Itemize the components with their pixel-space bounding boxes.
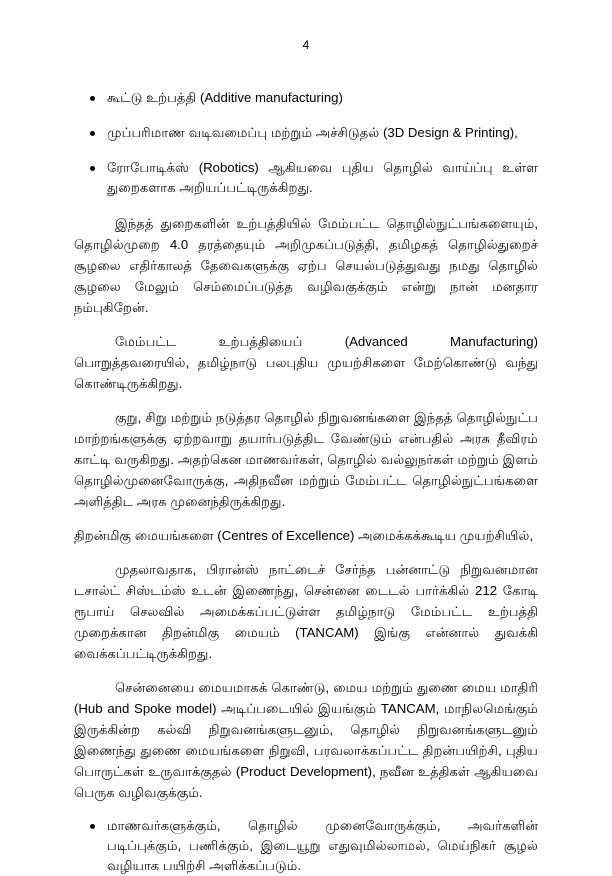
paragraph: திறன்மிகு மையங்களை (Centres of Excellence) அமைக்கக்கூடிய முயற்சியில், bbox=[74, 528, 534, 543]
bullet-icon bbox=[90, 131, 95, 136]
bullet-text: கூட்டு உற்பத்தி (Additive manufacturing) bbox=[107, 90, 343, 105]
bullet-text: மாணவர்களுக்கும், தொழில் முனைவோருக்கும், அவர்களின் படிப்புக்கும், பணிக்கும், இடையூறு எதுவுமில்லாமல், மெய்நிகர் சூழல் வழியாக பயிற்சி அளிக்கப்படும். bbox=[107, 818, 538, 873]
page-number: 4 bbox=[302, 38, 310, 52]
bullet-text: ரோபோடிக்ஸ் (Robotics) ஆகியவை புதிய தொழில் வாய்ப்பு உள்ள துறைகளாக அறியப்பட்டிருக்கிறது. bbox=[107, 160, 538, 195]
bullet-item bbox=[74, 88, 538, 108]
bullet-icon bbox=[90, 824, 95, 829]
bullet-text: முப்பரிமாண வடிவமைப்பு மற்றும் அச்சிடுதல் (3D Design & Printing), bbox=[107, 125, 518, 140]
bullet-item bbox=[74, 158, 538, 198]
document-body bbox=[74, 88, 538, 876]
paragraph: மேம்பட்ட உற்பத்தியைப் (Advanced Manufacturing) பொறுத்தவரையில், தமிழ்நாடு பலபுதிய முயற்சிகளை மேற்கொண்டு வந்து கொண்டிருக்கிறது. bbox=[74, 334, 538, 391]
paragraph: முதலாவதாக, பிரான்ஸ் நாட்டைச் சேர்ந்த பன்னாட்டு நிறுவனமான டசால்ட் சிஸ்டம்ஸ் உடன் இணைந்து, சென்னை டைடல் பார்க்கில் 212 கோடி ரூபாய் செலவில் அமைக்கப்பட்டுள்ள தமிழ்நாடு மேம்பட்ட உற்பத்தி முறைக்கான திறன்மிகு மையம் (TANCAM) இங்கு என்னால் துவக்கி வைக்கப்பட்டிருக்கிறது. bbox=[74, 562, 538, 661]
paragraph: சென்னையை மையமாகக் கொண்டு, மைய மற்றும் துணை மைய மாதிரி (Hub and Spoke model) அடிப்படையில் இயங்கும் TANCAM, மாநிலமெங்கும் இருக்கின்ற கல்வி நிறுவனங்களுடனும், தொழில் நிறுவனங்களுடனும் இணைந்து துணை மையங்களை நிறுவி, பரவலாக்கப்பட்ட திறன்பயிற்சி, புதிய பொருட்கள் உருவாக்குதல் (Product Development), நவீன உத்திகள் ஆகியவை பெருக வழிவகுக்கும். bbox=[74, 680, 538, 800]
bullet-icon bbox=[90, 166, 95, 171]
paragraph: குறு, சிறு மற்றும் நடுத்தர தொழில் நிறுவனங்களை இந்தத் தொழில்நுட்ப மாற்றங்களுக்கு ஏற்றவாறு தயார்படுத்திட வேண்டும் என்பதில் அரசு தீவிரம் காட்டி வருகிறது. அதற்கென மாணவர்கள், தொழில் வல்லுநர்கள் மற்றும் இளம் தொழில்முனைவோருக்கு, அதிநவீன மற்றும் மேம்பட்ட தொழில்நுட்பங்களை அளித்திட அரசு முனைந்திருக்கிறது. bbox=[74, 410, 538, 509]
paragraph: இந்தத் துறைகளின் உற்பத்தியில் மேம்பட்ட தொழில்நுட்பங்களையும், தொழில்முறை 4.0 தரத்தையும் அறிமுகப்படுத்தி, தமிழகத் தொழில்துறைச் சூழலை எதிர்காலத் தேவைகளுக்கு ஏற்ப செயல்படுத்துவது நமது தொழில் சூழலை மேலும் செம்மைப்படுத்த வழிவகுக்கும் என்று நான் மனதார நம்புகிறேன். bbox=[74, 216, 538, 315]
bullet-item bbox=[74, 123, 538, 143]
bullet-icon bbox=[90, 96, 95, 101]
bullet-item bbox=[74, 816, 538, 876]
